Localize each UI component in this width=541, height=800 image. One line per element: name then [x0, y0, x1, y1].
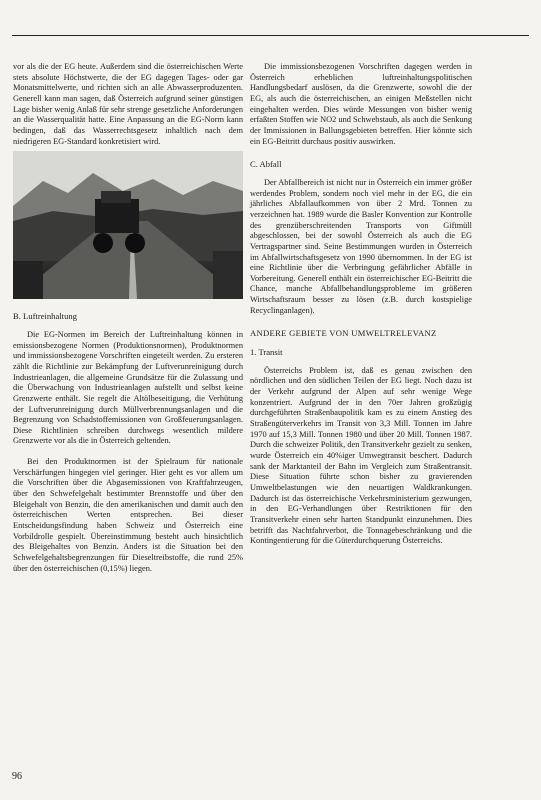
section-heading-abfall: C. Abfall	[250, 159, 282, 170]
paragraph: Die immissionsbezogenen Vorschriften dagegen werden in Österreich erheblichen luftreinhaltungspolitischen Handlungsbedarf auslösen, da die Grenzwerte, sowohl die der EG, als auch die österreichischen, an einigen Meßstellen nicht eingehalten werden. Dies würde Messungen von bisher wenig erfaßten Stoffen wie NO2 und Schwebstaub, als auch die Senkung der Immissionen in Ballungsgebieten betreffen. Hier könnte sich ein EG-Beitritt durchaus positiv auswirken.	[250, 62, 472, 146]
paragraph: Bei den Produktnormen ist der Spielraum für nationale Verschärfungen hingegen viel geringer. Hier geht es vor allem um die Vorschriften über die Abgasemissionen von Kraftfahrzeugen, über den Schwefelgehalt bestimmter Brennstoffe und über den Bleigehalt von Benzin, die den amerikanischen und damit auch den österreichischen Werten entsprechen. Bei dieser Entscheidungsfindung haben Schweiz und Österreich eine Vorbildrolle gespielt. Übereinstimmung besteht auch hinsichtlich des Bleigehaltes von Benzin. Anders ist die Situation bei den Schwefelgehaltsbegrenzungen für Dieseltreibstoffe, die rund 25% über den österreichischen (0,15%) liegen.	[13, 457, 243, 573]
paragraph: Die EG-Normen im Bereich der Luftreinhaltung können in emissionsbezogene Normen (Produktionsnormen), Produktnormen und immissionsbezogene Vorschriften eingeteilt werden. Zu ersteren zählt die Richtlinie zur Bekämpfung der Luftverunreinigung durch Industrieanlagen, die allgemeine Grundsätze für die Zulassung und die Überwachung von Industrieanlagen aufstellt und selbst keine Grenzwerte enthält. Sie regelt die Altölbeseitigung, die Verhütung der Luftverunreinigung durch Müllverbrennungsanlagen und die Begrenzung von Schadstoffemissionen von Großfeuerungsanlagen. Diese Richtlinien schreiben durchwegs wesentlich mildere Grenzwerte vor als die in Österreich geltenden.	[13, 329, 243, 446]
right-column	[250, 62, 472, 547]
paragraph: Der Abfallbereich ist nicht nur in Österreich ein immer größer werdendes Problem, sondern noch viel mehr in der EG, die ein jährliches Abfallaufkommen von über 2 Mrd. Tonnen zu verzeichnen hat. 1989 wurde die Basler Konvention zur Kontrolle des grenzüberschreitenden Transports von Giftmüll abgeschlossen, bei der sowohl Österreich als auch die EG Vertragspartner sind. Seine Bestimmungen wurden in Österreich im Abfallwirtschaftsgesetz von 1990 übernommen. In der EG ist eine Richtlinie über die Verbringung gefährlicher Abfälle in Vorbereitung. Generell enthält ein österreichischer EG-Beitritt die Chance, manche Abfallbehandlungsprobleme im größeren Wirtschaftsraum besser zu lösen (z.B. durch kostspielige Recyclinganlagen).	[250, 177, 472, 315]
section-heading-transit: 1. Transit	[250, 347, 283, 358]
paragraph: Österreichs Problem ist, daß es genau zwischen den nördlichen und den südlichen Teilen der EG liegt. Noch dazu ist der Verkehr aufgrund der Alpen auf sehr wenige Wege konzentriert. Aufgrund der in den 70er Jahren großzügig durchgeführten Straßenbaupolitik kam es zu einem Anstieg des Straßengüterverkehrs im Transit von 3,3 Mill. Tonnen im Jahre 1970 auf 15,3 Mill. Tonnen 1980 und über 20 Mill. Tonnen 1987. Durch die schweizer Politik, den Transitverkehr gezielt zu senken, wurde Österreich ein 40%iger Umwegtransit beschert. Dadurch sank der Marktanteil der Bahn im Vergleich zum Straßentransit. Diese Situation führte schon bisher zu gravierenden Umweltbelastungen wie den neuartigen Waldkrankungen. Dadurch ist das österreichische Verkehrsministerium gezwungen, in den EG-Verhandlungen über Restriktionen für den Transitverkehr einen sehr harten Standpunkt einzunehmen. Dies betrifft das Nachtfahrverbot, die Tonnagebeschränkung und die Kontingentierung für die Güterdurchquerung Österreichs.	[250, 365, 472, 546]
paragraph: vor als die der EG heute. Außerdem sind die österreichischen Werte stets absolute Höchstwerte, die der EG dagegen Tages- oder gar Monatsmittelwerte, und richten sich an alle Abwasserproduzenten. Generell kann man sagen, daß Österreich aufgrund seiner günstigen Lage bisher wenig Anlaß für sehr strenge gesetzliche Anforderungen an die Wasserqualität hatte. Eine Anpassung an die EG-Norm kann bedingen, daß das Wasserrechtsgesetz inhaltlich nach dem niedrigeren EG-Standard konkretisiert wird.	[13, 62, 243, 146]
section-heading-andere-gebiete: ANDERE GEBIETE VON UMWELTRELEVANZ	[250, 328, 437, 339]
top-rule	[12, 35, 529, 36]
tractor-photo-illustration	[13, 151, 243, 299]
left-column	[13, 62, 243, 574]
road-photo	[13, 151, 243, 299]
section-heading-luftreinhaltung: B. Luftreinhaltung	[13, 311, 77, 322]
page-number: 96	[12, 771, 22, 782]
